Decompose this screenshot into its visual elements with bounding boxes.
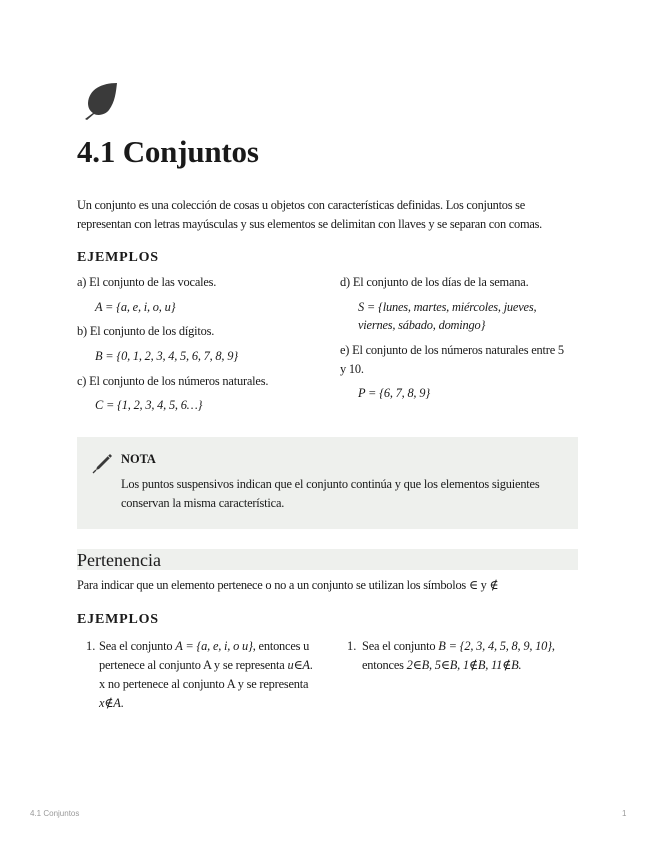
section-title: Pertenencia — [77, 550, 161, 570]
example-a-set: A = {a, e, i, o, u} — [95, 300, 176, 314]
list-number: 1. — [86, 639, 96, 653]
example-e-set: P = {6, 7, 8, 9} — [358, 386, 430, 400]
list-item: Sea el conjunto A = {a, e, i, o u}, entonces u pertenece al conjunto A y se representa u∈A. x no pertenece al conjunto A y se representa x∉A. — [99, 639, 313, 710]
examples-heading-2: EJEMPLOS — [77, 612, 159, 627]
page-number: 1 — [622, 809, 627, 818]
example-e-label-line1: e) El conjunto de los números naturales entre 5 — [340, 343, 564, 357]
pencil-icon — [91, 452, 113, 474]
examples-heading: EJEMPLOS — [77, 250, 159, 265]
example-e-label-line2: y 10. — [340, 362, 364, 376]
note-title: NOTA — [121, 452, 156, 466]
example-b-label: b) El conjunto de los dígitos. — [77, 324, 215, 338]
list-item: Sea el conjunto B = {2, 3, 4, 5, 8, 9, 10}, entonces 2∈B, 5∈B, 1∉B, 11∉B. — [362, 639, 555, 672]
example-a-label: a) El conjunto de las vocales. — [77, 275, 217, 289]
example-c-label: c) El conjunto de los números naturales. — [77, 374, 269, 388]
example-c-set: C = {1, 2, 3, 4, 5, 6…} — [95, 398, 203, 412]
note-text: Los puntos suspensivos indican que el conjunto continúa y que los elementos siguientes conservan la misma característica. — [121, 477, 540, 510]
page-title: 4.1 Conjuntos — [77, 134, 259, 169]
leaf-icon — [80, 80, 120, 120]
intro-paragraph: Un conjunto es una colección de cosas u objetos con características definidas. Los conjuntos se representan con letras mayúsculas y sus elementos se delimitan con llaves y se separan con comas. — [77, 198, 543, 231]
list-number: 1. — [347, 639, 357, 653]
footer-section-title: 4.1 Conjuntos — [30, 809, 80, 818]
example-d-label: d) El conjunto de los días de la semana. — [340, 275, 529, 289]
example-b-set: B = {0, 1, 2, 3, 4, 5, 6, 7, 8, 9} — [95, 349, 238, 363]
example-d-set-line2: viernes, sábado, domingo} — [358, 318, 486, 332]
section-text: Para indicar que un elemento pertenece o no a un conjunto se utilizan los símbolos ∈ y ∉ — [77, 578, 499, 592]
example-d-set-line1: S = {lunes, martes, miércoles, jueves, — [358, 300, 537, 314]
